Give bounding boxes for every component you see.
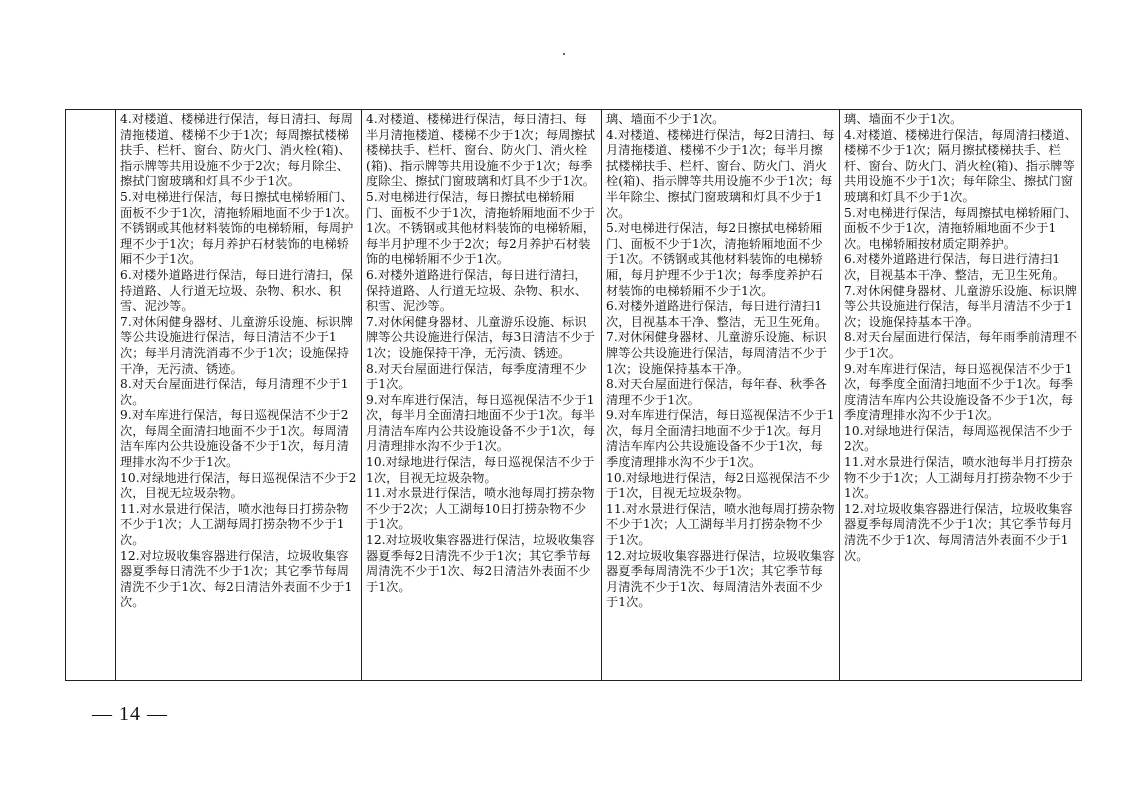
level-2-cell bbox=[362, 110, 602, 681]
clause-7: 7.对休闲健身器材、儿童游乐设施、标识牌等公共设施进行保洁，每半月清洁不少于1次；设施保持基本干净。 bbox=[844, 283, 1078, 329]
clause-8: 8.对天台屋面进行保洁，每年雨季前清理不少于1次。 bbox=[844, 330, 1078, 360]
level-1-cell bbox=[116, 110, 362, 681]
clause-4: 4.对楼道、楼梯进行保洁，每日清扫、每半月清拖楼道、楼梯不少于1次；每周擦拭楼梯扶手、栏杆、窗台、防火门、消火栓(箱)、指示牌等共用设施不少于1次；每季度除尘、擦拭门窗玻璃和灯具不少于1次。 bbox=[366, 112, 596, 189]
clause-12: 12.对垃圾收集容器进行保洁，垃圾收集容器夏季每2日清洗不少于1次；其它季节每周清洗不少于1次、每2日清洁外表面不少于1次。 bbox=[366, 533, 595, 594]
clause-7: 7.对休闲健身器材、儿童游乐设施、标识牌等公共设施进行保洁，每日清洁不少于1次；每半月清洗消毒不少于1次；设施保持干净，无污渍、锈迹。 bbox=[120, 314, 354, 376]
page-number: — 14 — bbox=[92, 703, 168, 725]
clause-6: 6.对楼外道路进行保洁，每日进行清扫，保持道路、人行道无垃圾、杂物、积水、积雪、泥沙等。 bbox=[366, 267, 588, 314]
clause-10: 10.对绿地进行保洁，每日巡视保洁不少于2次，目视无垃圾杂物。 bbox=[120, 470, 357, 501]
clause-4: 4.对楼道、楼梯进行保洁，每2日清扫、每月清拖楼道、楼梯不少于1次；每半月擦拭楼梯扶手、栏杆、窗台、防火门、消火栓(箱)、指示牌等共用设施不少于1次；每半年除尘、擦拭门窗玻璃和灯具不少于1次。 bbox=[606, 127, 835, 220]
clause-4: 4.对楼道、楼梯进行保洁，每日清扫、每周清拖楼道、楼梯不少于1次；每周擦拭楼梯扶手、栏杆、窗台、防火门、消火栓(箱)、指示牌等共用设施不少于2次；每月除尘、擦拭门窗玻璃和灯具不少于1次。 bbox=[120, 112, 354, 189]
clause-11: 11.对水景进行保洁，喷水池每日打捞杂物不少于1次；人工湖每周打捞杂物不少于1次。 bbox=[120, 501, 349, 548]
clause-6: 6.对楼外道路进行保洁，每日进行清扫1次，目视基本干净、整洁，无卫生死角。 bbox=[844, 252, 1066, 282]
clause-9: 9.对车库进行保洁，每日巡视保洁不少于2次，每周全面清扫地面不少于1次。每周清洁车库内公共设施设备不少于1次，每月清理排水沟不少于1次。 bbox=[120, 408, 350, 470]
clause-12: 12.对垃圾收集容器进行保洁，垃圾收集容器夏季每日清洗不少于1次；其它季节每周清洗不少于1次、每2日清洁外表面不少于1次。 bbox=[120, 548, 353, 610]
table-row bbox=[66, 110, 1082, 681]
clause-9: 9.对车库进行保洁，每日巡视保洁不少于1次，每季度全面清扫地面不少于1次。每季度清洁车库内公共设施设备不少于1次，每季度清理排水沟不少于1次。 bbox=[844, 361, 1074, 423]
clause-8: 8.对天台屋面进行保洁，每年春、秋季各清理不少于1次。 bbox=[606, 377, 827, 407]
clause-5: 5.对电梯进行保洁，每日擦拭电梯轿厢门、面板不少于1次，清拖轿厢地面不少于1次。不锈钢或其他材料装饰的电梯轿厢，每半月护理不少于2次；每2月养护石材装饰的电梯轿厢不少于1次。 bbox=[366, 189, 596, 267]
clause-9: 9.对车库进行保洁，每日巡视保洁不少于1次，每月全面清扫地面不少于1次。每月清洁车库内公共设施设备不少于1次，每季度清理排水沟不少于1次。 bbox=[606, 408, 835, 470]
clause-7: 7.对休闲健身器材、儿童游乐设施、标识牌等公共设施进行保洁，每周清洁不少于1次；设施保持基本干净。 bbox=[606, 330, 828, 376]
level-4-cell bbox=[840, 110, 1082, 681]
category-cell bbox=[66, 110, 116, 681]
clause-4: 4.对楼道、楼梯进行保洁，每周清扫楼道、楼梯不少于1次；隔月擦拭楼梯扶手、栏杆、窗台、防火门、消火栓(箱)、指示牌等共用设施不少于1次；每年除尘、擦拭门窗玻璃和灯具不少于1次。 bbox=[844, 127, 1078, 204]
clause-5: 5.对电梯进行保洁，每日擦拭电梯轿厢门、面板不少于1次，清拖轿厢地面不少于1次。不锈钢或其他材料装饰的电梯轿厢，每周护理不少于1次；每月养护石材装饰的电梯轿厢不少于1次。 bbox=[120, 189, 357, 267]
clause-6: 6.对楼外道路进行保洁，每日进行清扫1次，目视基本干净、整洁，无卫生死角。 bbox=[606, 299, 828, 329]
clause-12: 12.对垃圾收集容器进行保洁，垃圾收集容器夏季每周清洗不少于1次；其它季节每月清洗不少于1次、每周清洁外表面不少于1次。 bbox=[606, 548, 835, 610]
clause-9: 9.对车库进行保洁，每日巡视保洁不少于1次，每半月全面清扫地面不少于1次。每半月清洁车库内公共设施设备不少于1次，每月清理排水沟不少于1次。 bbox=[366, 392, 596, 454]
clause-5: 5.对电梯进行保洁，每2日擦拭电梯轿厢门、面板不少于1次，清拖轿厢地面不少于1次。不锈钢或其他材料装饰的电梯轿厢，每月护理不少于1次；每季度养护石材装饰的电梯轿厢不少于1次。 bbox=[606, 221, 823, 298]
clause-10: 10.对绿地进行保洁，每日巡视保洁不少于1次，目视无垃圾杂物。 bbox=[366, 455, 595, 485]
clause-3-tail: 璃、墙面不少于1次。 bbox=[606, 112, 725, 126]
level-3-cell bbox=[602, 110, 840, 681]
scan-speck bbox=[563, 53, 565, 55]
service-standards-table bbox=[65, 109, 1082, 681]
clause-12: 12.对垃圾收集容器进行保洁，垃圾收集容器夏季每周清洗不少于1次；其它季节每月清洗不少于1次、每周清洁外表面不少于1次。 bbox=[844, 501, 1074, 563]
clause-8: 8.对天台屋面进行保洁，每月清理不少于1次。 bbox=[120, 377, 349, 407]
clause-7: 7.对休闲健身器材、儿童游乐设施、标识牌等公共设施进行保洁，每3日清洁不少于1次；设施保持干净，无污渍、锈迹。 bbox=[366, 314, 596, 360]
clause-10: 10.对绿地进行保洁，每2日巡视保洁不少于1次，目视无垃圾杂物。 bbox=[606, 470, 831, 501]
clause-3-tail: 璃、墙面不少于1次。 bbox=[844, 112, 963, 126]
clause-10: 10.对绿地进行保洁，每周巡视保洁不少于2次。 bbox=[844, 423, 1073, 454]
clause-11: 11.对水景进行保洁，喷水池每周打捞杂物不少于2次；人工湖每10日打捞杂物不少于1次。 bbox=[366, 486, 595, 532]
clause-5: 5.对电梯进行保洁，每周擦拭电梯轿厢门、面板不少于1次，清拖轿厢地面不少于1次。电梯轿厢按材质定期养护。 bbox=[844, 205, 1078, 251]
clause-11: 11.对水景进行保洁，喷水池每半月打捞杂物不少于1次；人工湖每月打捞杂物不少于1次。 bbox=[844, 455, 1074, 501]
clause-6: 6.对楼外道路进行保洁，每日进行清扫，保持道路、人行道无垃圾、杂物、积水、积雪、泥沙等。 bbox=[120, 267, 354, 314]
clause-11: 11.对水景进行保洁，喷水池每周打捞杂物不少于1次；人工湖每半月打捞杂物不少于1次。 bbox=[606, 501, 835, 548]
clause-8: 8.对天台屋面进行保洁，每季度清理不少于1次。 bbox=[366, 361, 587, 392]
